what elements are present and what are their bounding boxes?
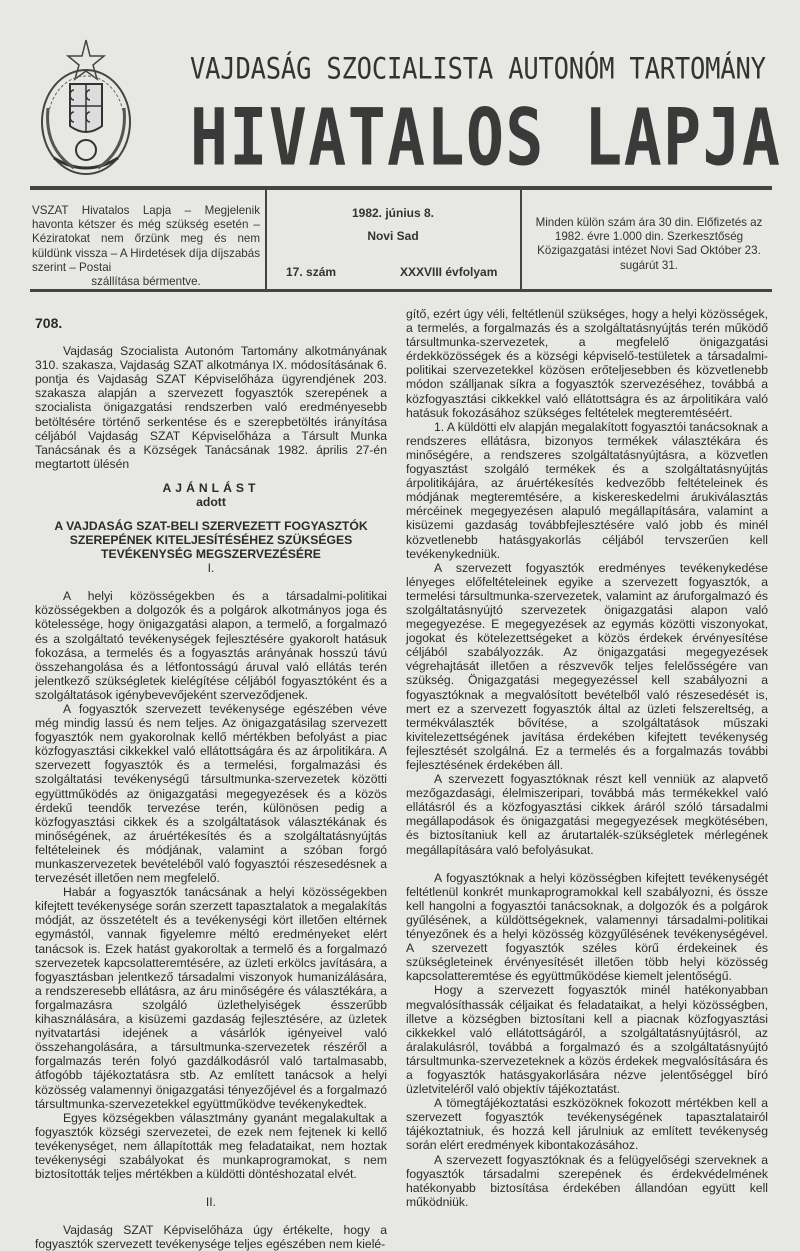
document-title-line: TEVÉKENYSÉG MEGSZERVEZÉSÉRE	[101, 547, 321, 562]
paragraph: A fogyasztók szervezett tevékenysége egészében véve még mindig lassú és nem teljes. Az önigazgatásilag szervezett fogyasztók nem gyakorolnak kellő mértékben befolyást a piac közfogyasztási cikkekkel való ellátottságára és az árpolitikára. A szervezett fogyasztók és a termelési, forgalmazási és szolgáltatási tevékenységű társultmunka-szervezetek közötti együttműködés az önigazgatási megegyezések és a közös érdekű teendők tervezése terén, különösen pedig a közfogyasztási cikkek és a szolgáltatások választékának és minőségének, az áruértékesítés és a szolgáltatásnyújtás feltételeinek és módjának, valamint a szóban forgó munkaszervezetek bevételéből való fogyasztói részesedésnek a tervezését illetően nem megfelelő.	[35, 701, 387, 886]
paragraph: A tömegtájékoztatási eszközöknek fokozott mértékben kell a szervezett fogyasztók tevékenységének tapasztalatairól tájékoztatniuk, és hozzá kell járulniuk az említett tevékenység során elért eredmények kibontakozásához.	[406, 1096, 768, 1153]
publication-info	[32, 204, 260, 289]
publication-info-text: VSZAT Hivatalos Lapja – Megjelenik havonta kétszer és még szükség esetén – Kéziratokat nem őrzünk meg és nem küldünk vissza – A Hirdetések díja díjszabás szerint – Postai	[32, 204, 260, 274]
masthead-title: HIVATALOS LAPJA	[190, 92, 782, 184]
coat-of-arms-emblem	[34, 38, 138, 178]
paragraph: gítő, ezért úgy véli, feltétlenül szükséges, hogy a helyi közösségek, a termelés, a forgalmazás és a szolgáltatásnyújtás terén működő társultmunka-szervezetek, a megfelelő önigazgatási érdekközösségek és a községi képviselő-testületek a társadalmi-politikai szervezetekkel közösen erőteljesebben és közvetlenebb módon szálljanak síkra a fogyasztók szervezéséhez, továbbá a közfogyasztási cikkekkel való ellátottságra és az árpolitikára való hatásuk fokozásához szükséges feltételek megteremtéséért.	[406, 307, 768, 420]
header-divider	[265, 188, 267, 290]
act-type: AJÁNLÁST	[162, 480, 260, 495]
volume: XXXVIII évfolyam	[400, 265, 498, 279]
issue-date: 1982. június 8.	[351, 206, 435, 220]
document-title-line: A VAJDASÁG SZAT-BELI SZERVEZETT FOGYASZTÓK	[54, 519, 368, 534]
header-bottom-rule	[30, 289, 772, 292]
left-column	[35, 312, 387, 1251]
header-top-rule	[30, 186, 772, 190]
subscription-info: Minden külön szám ára 30 din. Előfizetés az 1982. évre 1.000 din. Szerkesztőség Közigazgatási intézet Novi Sad Október 23. sugárút 31.	[535, 216, 763, 272]
paragraph: 1. A küldötti elv alapján megalakított fogyasztói tanácsoknak a rendszeres ellátásra, bizonyos termékek választékára és minőségére, a rendszeres szolgáltatásnyújtásra, a közvetlen fogyasztást szolgáló termékek és a szolgáltatásnyújtás árpolitikájára, az áruértékesítés kedvezőbb feltételeinek és módjának megteremtésére, a kiskereskedelmi árukiválasztás mércéinek megegyezésen alapuló megállapítására, valamint a kisüzemi gazdaság továbbfejlesztésére való jobb és minél közvetlenebb hatásgyakorlás céljából tervszerűen kell tevékenykedniük.	[406, 419, 769, 561]
preamble: Vajdaság Szocialista Autonóm Tartomány alkotmányának 310. szakasza, Vajdaság SZAT alkotmánya IX. módosításának 6. pontja és Vajdaság SZAT Képviselőháza ügyrendjének 203. szakasza alapján a szervezett fogyasztók szerepének a szocialista önigazgatási rendszerben való eredményesebb betöltésére történő serkentése és e szerepbetöltés irányítása céljából Vajdaság SZAT Képviselőháza a Társult Munka Tanácsának és a Községek Tanácsának 1982. április 27-én megtartott ülésén	[35, 344, 387, 471]
paragraph: Vajdaság SZAT Képviselőháza úgy értékelte, hogy a fogyasztók szervezett tevékenysége teljes egészében nem kielé-	[35, 1223, 387, 1251]
article-number: 708.	[35, 315, 63, 331]
issue-place: Novi Sad	[367, 229, 419, 243]
paragraph: A fogyasztóknak a helyi közösségben kifejtett tevékenységét feltétlenül konkrét munkaprogramokkal kell szabályozni, és össze kell hangolni a fogyasztói tanácsoknak, a dolgozók és a polgárok gyűlésének, a küldöttségeknek, valamennyi társadalmi-politikai tényezőnek és a helyi közösség közgyűlésének tevékenységével. A szervezett fogyasztók széles körű érdekeinek és szükségleteinek érvényesítését illetően több helyi közösség kapcsolatteremtése és együttműködése kiemelt jelentőségű.	[406, 870, 768, 984]
paragraph: Hogy a szervezett fogyasztók minél hatékonyabban megvalósíthassák céljaikat és feladataikat, a helyi közösségben, illetve a községben biztosítani kell a piacnak közfogyasztási cikkekkel való ellátottságáról, a szolgáltatásnyújtásról, az áralakulásról, továbbá a forgalmazó és a szolgáltatásnyújtó társultmunka-szervezeteknek a közös érdekek megvalósítására és a fogyasztók hatásgyakorlására nézve jelentőséggel bíró üzletviteléről való objektív tájékoztatást.	[406, 983, 768, 1097]
paragraph: A szervezett fogyasztók eredményes tevékenykedése lényeges előfeltételeinek egyike a szervezett fogyasztók, a termelési társultmunka-szervezetek, valamint az áruforgalmazó és szolgáltatásnyújtó szervezetek önigazgatási alapon való megegyezése. E megegyezések az egymás közötti viszonyokat, jogokat és kötelezettségeket a közös érdekek érvényesítése céljából szabályozzák. Az önigazgatási megegyezések végrehajtását illetően a részvevők teljes felelősségére van szükség. Önigazgatási megegyezéssel kell szabályozni a fogyasztóknak a megvalósított bevételből való részesedését is, mert ez a szervezett fogyasztók által az üzleti felszereltség, a termékválaszték bővítése, a szolgáltatások műszaki kivitelezettségének javítása érdekében kifejtett tevékenység fejlesztését szolgálná. Ez a termelés és a forgalmazás további fejlesztésének érdekében áll.	[406, 560, 768, 772]
masthead-subtitle: VAJDASÁG SZOCIALISTA AUTONÓM TARTOMÁNY	[190, 52, 766, 87]
section-heading: II.	[205, 1195, 217, 1210]
paragraph: A szervezett fogyasztóknak részt kell venniük az alapvető mezőgazdasági, élelmiszeripari, továbbá más termékekkel való ellátásról és a közfogyasztási cikkek áráról szóló társadalmi megállapodások és önigazgatási megegyezések megkötésében, és biztosítaniuk kell az árutartalék-szükségletek mérlegének megállapítására való befolyásukat.	[406, 772, 768, 857]
paragraph: A szervezett fogyasztóknak és a felügyelőségi szerveknek a fogyasztók társadalmi szerepének és érdekvédelmének hatékonyabb biztosítása érdekében állandóan együtt kell működniük.	[406, 1152, 768, 1209]
publication-info-last: szállítása bérmentve.	[91, 275, 201, 289]
section-heading: I.	[207, 561, 215, 576]
paragraph: Egyes községekben választmány gyanánt megalakultak a fogyasztók községi szervezetei, de ezek nem fejtenek ki kellő tevékenységet, nem állapították meg feladataikat, nem hoztak tevékenységi szabályokat és munkaprogramokat, s nem biztosították teljes mértékben a küldötti döntéshozatal elvét.	[35, 1110, 387, 1182]
right-column	[406, 307, 768, 1209]
paragraph: Habár a fogyasztók tanácsának a helyi közösségekben kifejtett tevékenysége során szerzett tapasztalatok a megalakítás módját, az összetételt és a tevékenységi kört illetően eltérnek egymástól, vannak figyelemre méltó eredményeket elért tanácsok is. Ezek hatást gyakoroltak a termelő és a forgalmazó szervezetek kapcsolatteremtésére, az üzleti erkölcs javítására, a fogyasztásban jelentkező társadalmi viszonyok humanizálására, a rendszeresebb ellátásra, az áru minőségére és választékára, a forgalmazásra szolgáló üzlethelyiségek ésszerűbb kihasználására, a kisüzemi gazdaság fejlesztésére, az üzletek nyitvatartási idejének a vásárlók igényeivel való összehangolására, a társultmunka-szervezetek részéről a forgalmazás terén folyó gazdálkodásról való tartalmasabb, átfogóbb tájékoztatásra stb. Az említett tanácsok a helyi közösség valamennyi önigazgatási tényezőjével és a forgalmazó társultmunka-szervezetekkel együttműködve tevékenykedtek.	[35, 885, 387, 1111]
document-title-line: SZEREPÉNEK KITELJESÍTÉSÉHEZ SZÜKSÉGES	[69, 533, 353, 548]
issue-number: 17. szám	[286, 265, 337, 279]
act-subtitle: adott	[196, 495, 226, 510]
paragraph: A helyi közösségekben és a társadalmi-politikai közösségekben a dolgozók és a polgárok alkotmányos joga és kötelessége, hogy önigazgatási alapon, a termelő, a forgalmazó és a szolgáltató tevékenységek fejlesztésére gyakorolt hatásuk fokozása, a termelés és a fogyasztás arányának hosszú távú összehangolása és a létfontosságú áruval való ellátás terén jelentkező szükségletek kielégítése céljából fogyasztóként és a szolgáltatások igénybevevőjeként szerveződjenek.	[35, 589, 387, 702]
header-divider	[520, 188, 522, 290]
